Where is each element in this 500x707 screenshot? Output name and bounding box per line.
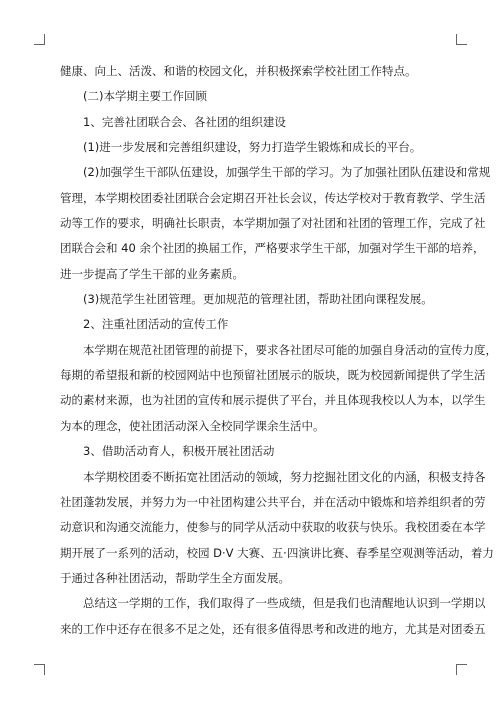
crop-mark-top-right bbox=[456, 34, 467, 45]
text-line: 管理，本学期校团委社团联合会定期召开社长会议，传达学校对于教育教学、学生活 bbox=[60, 190, 486, 205]
text-line: 每期的希望报和新的校园网站中也预留社团展示的版块，既为校园新闻提供了学生活 bbox=[60, 368, 486, 383]
text-line: 期开展了一系列的活动，校园 D·V 大赛、五·四演讲比赛、春季星空观测等活动，着力 bbox=[60, 545, 494, 560]
text-line: (二)本学期主要工作回顾 bbox=[83, 89, 207, 104]
text-line: 团联合会和 40 余个社团的换届工作，严格要求学生干部，加强对学生干部的培养， bbox=[60, 241, 485, 256]
text-line: 本学期校团委不断拓宽社团活动的领域，努力挖掘社团文化的内涵，积极支持各 bbox=[83, 469, 486, 484]
text-line: 来的工作中还存在很多不足之处，还有很多值得思考和改进的地方，尤其是对团委五 bbox=[60, 621, 486, 636]
text-line: 3、借助活动育人，积极开展社团活动 bbox=[83, 444, 275, 459]
text-line: (3)规范学生社团管理。更加规范的管理社团，帮助社团向课程发展。 bbox=[83, 292, 433, 307]
text-line: (1)进一步发展和完善组织建设，努力打造学生锻炼和成长的平台。 bbox=[83, 140, 422, 155]
text-line: (2)加强学生干部队伍建设，加强学生干部的学习。为了加强社团队伍建设和常规 bbox=[83, 165, 491, 180]
text-line: 社团蓬勃发展，并努力为一中社团构建公共平台，并在活动中锻炼和培养组织者的劳 bbox=[60, 494, 486, 509]
document-body bbox=[60, 64, 497, 647]
text-line: 动意识和沟通交流能力，使参与的同学从活动中获取的收获与快乐。我校团委在本学 bbox=[60, 520, 486, 535]
text-line: 总结这一学期的工作，我们取得了一些成绩，但是我们也清醒地认识到一学期以 bbox=[83, 596, 486, 611]
text-line: 动等工作的要求，明确社长职责，本学期加强了对社团和社团的管理工作，完成了社 bbox=[60, 216, 486, 231]
text-line: 1、完善社团联合会、各社团的组织建设 bbox=[83, 114, 286, 129]
text-line: 进一步提高了学生干部的业务素质。 bbox=[60, 266, 244, 281]
text-line: 本学期在规范社团管理的前提下，要求各社团尽可能的加强自身活动的宣传力度， bbox=[83, 342, 497, 357]
text-line: 为本的理念，使社团活动深入全校同学课余生活中。 bbox=[60, 418, 325, 433]
text-line: 动的素材来源，也为社团的宣传和展示提供了平台，并且体现我校以人为本，以学生 bbox=[60, 393, 486, 408]
text-line: 于通过各种社团活动，帮助学生全方面发展。 bbox=[60, 570, 290, 585]
crop-mark-bottom-right bbox=[456, 664, 467, 675]
crop-mark-top-left bbox=[34, 34, 45, 45]
text-line: 2、注重社团活动的宣传工作 bbox=[83, 317, 229, 332]
crop-mark-bottom-left bbox=[34, 664, 45, 675]
text-line: 健康、向上、活泼、和谐的校园文化，并积极探索学校社团工作特点。 bbox=[60, 64, 417, 78]
